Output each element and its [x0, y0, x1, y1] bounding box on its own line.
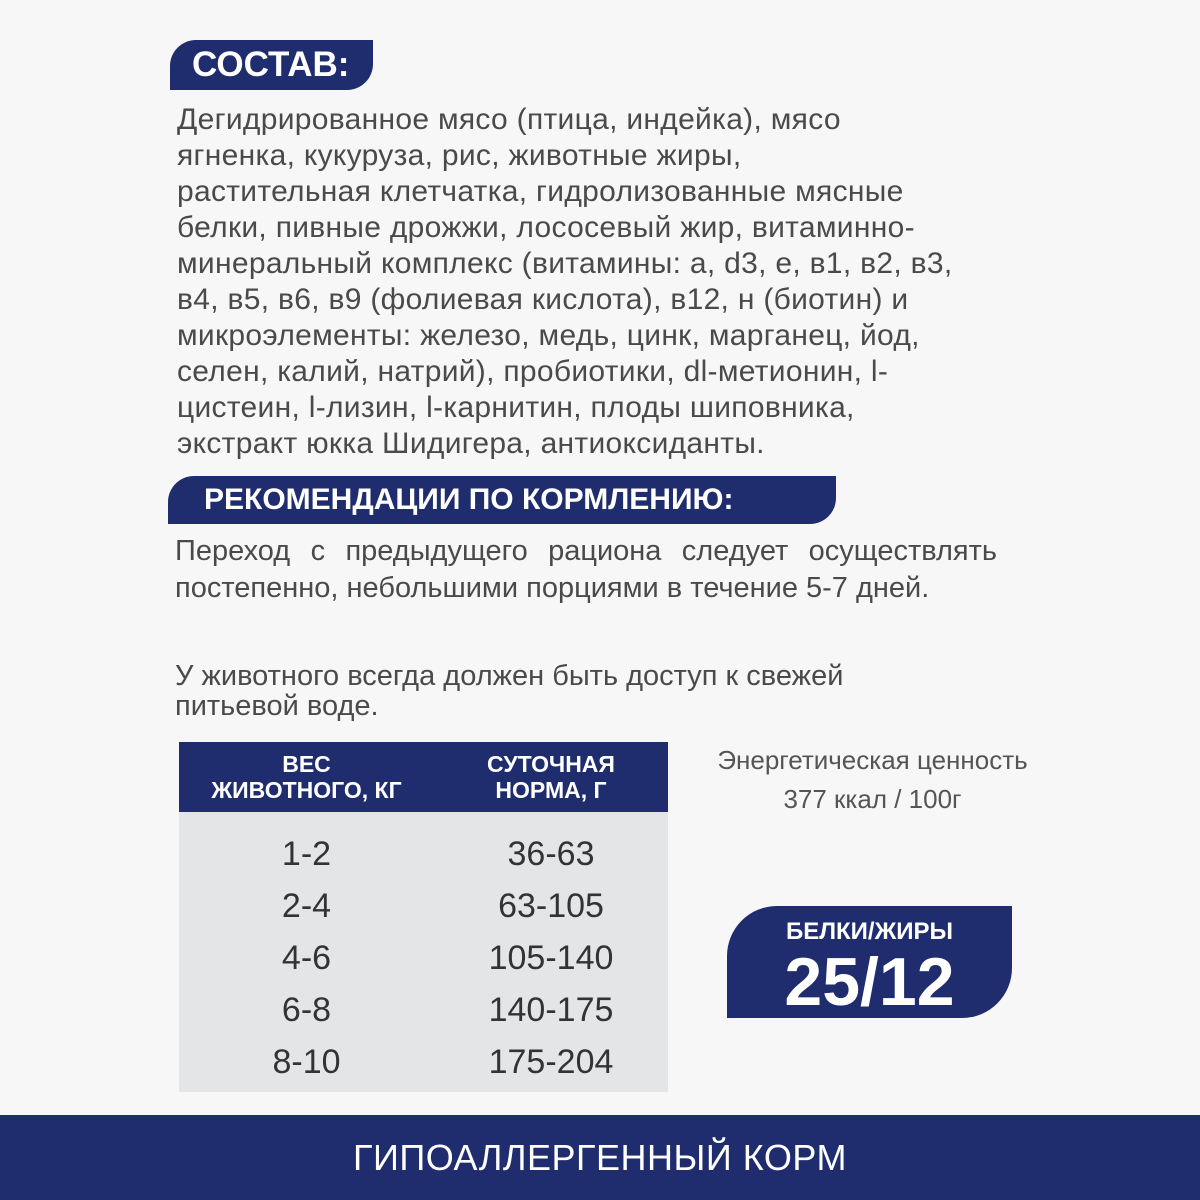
- composition-line: микроэлементы: железо, медь, цинк, марганец, йод,: [177, 319, 920, 352]
- header-weight: [179, 742, 434, 812]
- composition-line: минеральный комплекс (витамины: а, d3, е, в1, в2, в3,: [177, 247, 953, 280]
- feeding-title-banner: [168, 476, 836, 524]
- header-norm-line1: СУТОЧНАЯ: [487, 751, 615, 777]
- row-weight: 8-10: [272, 1042, 341, 1081]
- composition-line: цистеин, l-лизин, l-карнитин, плоды шиповника,: [177, 391, 855, 424]
- composition-line: селен, калий, натрий), пробиотики, dl-метионин, l-: [177, 355, 889, 388]
- row-weight: 1-2: [281, 834, 332, 873]
- table-row: [179, 828, 668, 880]
- row-norm: 175-204: [488, 1042, 614, 1081]
- composition-text: [177, 102, 1057, 462]
- row-norm: 105-140: [488, 938, 614, 977]
- feeding-title: РЕКОМЕНДАЦИИ ПО КОРМЛЕНИЮ:: [204, 483, 734, 516]
- energy-value: 377 ккал / 100г: [783, 784, 962, 814]
- table-row: [179, 932, 668, 984]
- table-body: [179, 812, 668, 1088]
- composition-line: экстракт юкка Шидигера, антиоксиданты.: [177, 427, 765, 460]
- composition-title-banner: [170, 40, 373, 90]
- header-norm-line2: НОРМА, Г: [495, 777, 607, 803]
- protein-fat-value: 25/12: [784, 944, 955, 1020]
- header-weight-line1: ВЕС: [282, 751, 331, 777]
- row-weight: 4-6: [281, 938, 332, 977]
- row-weight: 6-8: [281, 990, 332, 1029]
- row-norm: 36-63: [507, 834, 595, 873]
- protein-fat-label: БЕЛКИ/ЖИРЫ: [785, 918, 954, 945]
- composition-line: растительная клетчатка, гидролизованные мясные: [177, 175, 904, 208]
- water-line: питьевой воде.: [175, 690, 379, 722]
- composition-line: белки, пивные дрожжи, лососевый жир, витаминно-: [177, 211, 915, 244]
- composition-line: ягненка, кукуруза, рис, животные жиры,: [177, 139, 742, 172]
- transition-text: Переход с предыдущего рациона следует осуществлять постепенно, небольшими порциями в течение 5-7 дней.: [175, 535, 997, 604]
- row-norm: 63-105: [498, 886, 604, 925]
- table-row: [179, 984, 668, 1036]
- footer-bar: [0, 1115, 1200, 1200]
- feeding-table: [179, 742, 668, 1092]
- table-row: [179, 880, 668, 932]
- row-weight: 2-4: [281, 886, 332, 925]
- header-weight-line2: ЖИВОТНОГО, КГ: [211, 777, 402, 803]
- table-row: [179, 1036, 668, 1088]
- water-text: [175, 661, 975, 721]
- footer-text: ГИПОАЛЛЕРГЕННЫЙ КОРМ: [353, 1136, 847, 1178]
- table-header: [179, 742, 668, 812]
- header-norm: [434, 742, 668, 812]
- water-line: У животного всегда должен быть доступ к свежей: [175, 660, 844, 692]
- row-norm: 140-175: [488, 990, 614, 1029]
- protein-fat-badge: [727, 906, 1012, 1018]
- composition-line: в4, в5, в6, в9 (фолиевая кислота), в12, н (биотин) и: [177, 283, 909, 316]
- composition-title: СОСТАВ:: [192, 45, 350, 84]
- energy-label: Энергетическая ценность: [717, 745, 1028, 775]
- composition-line: Дегидрированное мясо (птица, индейка), мясо: [177, 103, 841, 136]
